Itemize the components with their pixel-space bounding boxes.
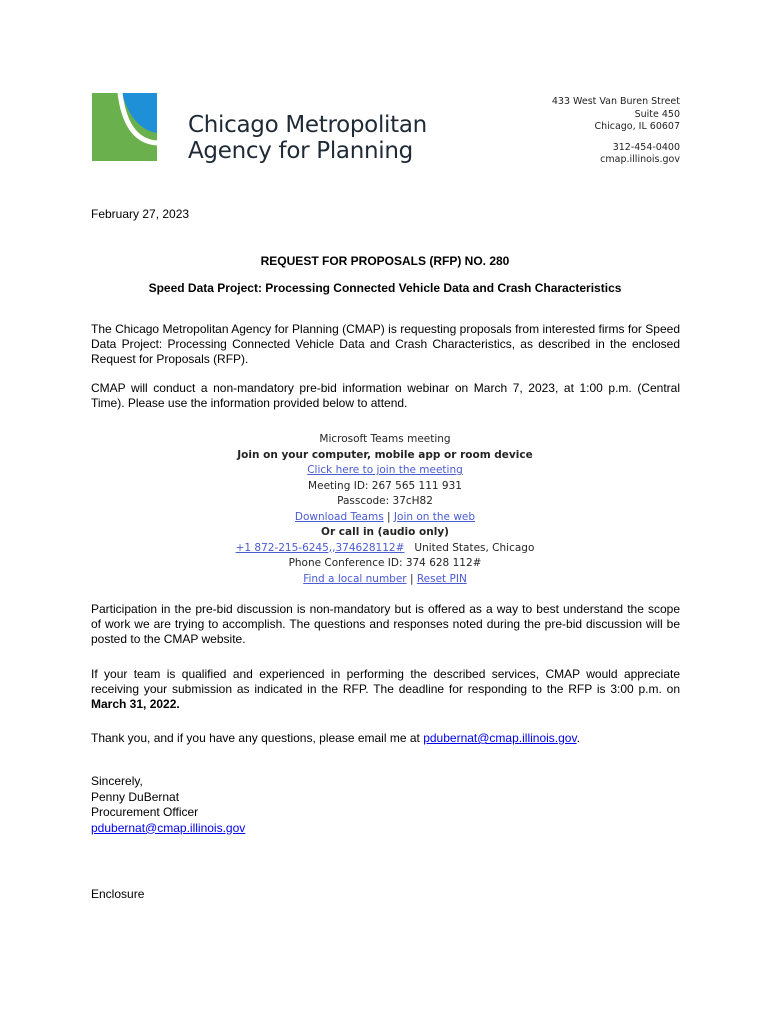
phone-location: United States, Chicago — [414, 541, 535, 554]
join-web-link[interactable]: Join on the web — [393, 510, 476, 523]
signature-block — [91, 774, 245, 836]
rfp-title: REQUEST FOR PROPOSALS (RFP) NO. 280 — [260, 254, 510, 268]
signer-email-link[interactable]: pdubernat@cmap.illinois.gov — [91, 820, 246, 835]
participation-paragraph: Participation in the pre-bid discussion is non-mandatory but is offered as a way to best understand the scope of work we are trying to accomplish. The questions and responses noted during the pre-bid discussion will be posted to the CMAP website. — [91, 602, 680, 646]
phone-link[interactable]: +1 872-215-6245,,374628112# — [235, 541, 405, 554]
deadline-text: If your team is qualified and experienced in performing the described services, CMAP would appreciate receiving your submission as indicated in the RFP. The deadline for responding to the RFP is 3:00 p.m. on — [91, 667, 680, 696]
teams-meeting-block — [0, 432, 770, 587]
contact-email-link[interactable]: pdubernat@cmap.illinois.gov — [423, 731, 577, 745]
meeting-heading: Microsoft Teams meeting — [319, 433, 451, 445]
org-name-line1: Chicago Metropolitan — [188, 112, 427, 138]
sign-off: Sincerely, — [91, 774, 143, 788]
org-website: cmap.illinois.gov — [600, 154, 680, 165]
enclosure-note: Enclosure — [91, 887, 145, 901]
deadline-paragraph — [91, 667, 680, 712]
link-separator: | — [387, 510, 391, 523]
address-suite: Suite 450 — [634, 108, 680, 120]
join-meeting-link[interactable]: Click here to join the meeting — [307, 464, 463, 476]
org-name-line2: Agency for Planning — [188, 138, 413, 164]
org-address — [552, 96, 680, 167]
find-local-number-link[interactable]: Find a local number — [303, 572, 407, 585]
call-in-heading: Or call in (audio only) — [321, 526, 449, 538]
contact-period: . — [576, 731, 580, 745]
address-city: Chicago, IL 60607 — [594, 121, 680, 132]
org-name — [188, 112, 427, 164]
intro-paragraph: The Chicago Metropolitan Agency for Planning (CMAP) is requesting proposals from interested firms for Speed Data Project: Processing Connected Vehicle Data and Crash Characteristics, as described in the enclosed Request for Proposals (RFP). — [91, 322, 680, 366]
contact-paragraph — [91, 731, 680, 746]
conference-id: Phone Conference ID: 374 628 112# — [288, 557, 482, 569]
download-teams-link[interactable]: Download Teams — [294, 510, 384, 523]
org-phone: 312-454-0400 — [612, 141, 680, 153]
signer-role: Procurement Officer — [91, 805, 199, 819]
letter-date: February 27, 2023 — [91, 207, 190, 221]
webinar-paragraph: CMAP will conduct a non-mandatory pre-bid information webinar on March 7, 2023, at 1:00 p.m. (Central Time). Please use the information provided below to attend. — [91, 381, 680, 410]
address-street: 433 West Van Buren Street — [551, 96, 680, 107]
meeting-passcode: Passcode: 37cH82 — [337, 495, 433, 507]
contact-text: Thank you, and if you have any questions, please email me at — [91, 731, 424, 745]
deadline-date: March 31, 2022. — [91, 697, 180, 711]
signer-name: Penny DuBernat — [91, 789, 180, 804]
cmap-logo-icon — [92, 93, 157, 161]
rfp-subtitle: Speed Data Project: Processing Connected Vehicle Data and Crash Characteristics — [148, 281, 622, 295]
link-separator-2: | — [409, 572, 414, 585]
reset-pin-link[interactable]: Reset PIN — [416, 572, 467, 585]
meeting-id: Meeting ID: 267 565 111 931 — [308, 479, 462, 492]
join-heading: Join on your computer, mobile app or room device — [237, 448, 533, 461]
